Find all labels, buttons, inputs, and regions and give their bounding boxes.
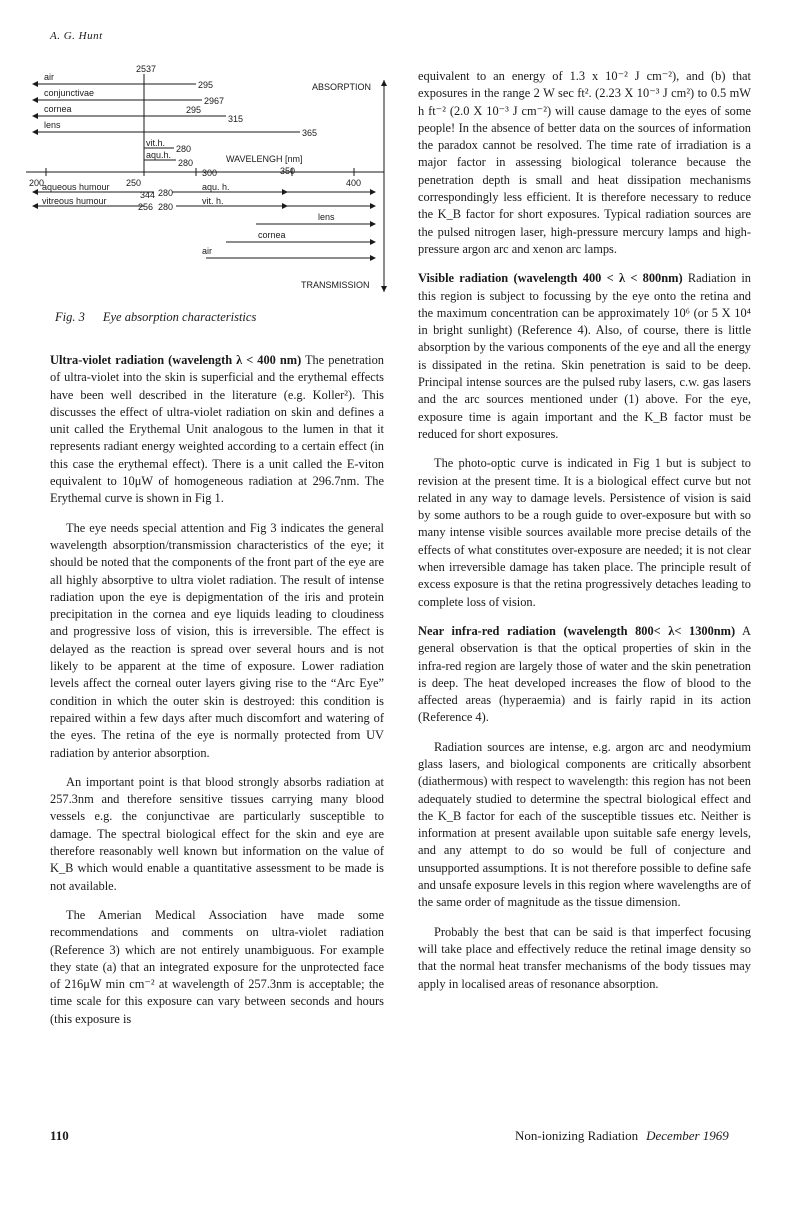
vith-t-label: vit. h. [202,196,224,206]
value-315: 315 [228,114,244,124]
cornea-t-label: cornea [258,230,286,240]
transmission-label: TRANSMISSION [301,280,370,290]
page-number: 110 [50,1128,69,1143]
value-2967: 2967 [204,96,225,106]
conjunctiva-label: conjunctivae [44,88,95,98]
tick-250: 250 [126,178,142,188]
uv-text: The penetration of ultra-violet into the skin is superficial and the erythemal effects have been well described in the literature (e.g. Koller²). This discusses the effect of ultra-violet radiation on skin and defines a unit called the Erythemal Unit analogous to the lumen in that it represents radiant energy weighted according to a certain effect (in this case the erythemal effect). There is a unit called the E-viton equivalent to 10μW of homogeneous radiation at 296.7nm. The Erythemal curve is shown in Fig 1. [50,353,384,506]
running-header-author: A. G. Hunt [50,30,103,42]
ref-2537-label: 2537 [136,64,157,74]
tick-400: 400 [346,178,362,188]
photo-paragraph: The photo-optic curve is indicated in Fig 1 but is subject to revision at the present time. It is a biological effect curve but not related in any way to damage levels. Persistence of vision is said by some authors to be a rough guide to over-exposure but with so many intense visible sources available more precise details of the effects of what constitutes over-exposure are needed; it is not clear when irreversible damage has taken place. The principle result of excess exposure is that the retina progressively detaches leading to complete loss of vision. [418,456,751,609]
aqueous-label: aqueous humour [42,182,110,192]
journal-footer [515,1128,729,1144]
journal-name: Non-ionizing Radiation [515,1128,639,1143]
value-365: 365 [302,128,318,138]
value-344: 344 [140,190,156,200]
lens-label: lens [44,120,61,130]
air-t-label: air [202,246,213,256]
eye-absorption-figure [26,60,396,300]
value-280a: 280 [176,144,192,154]
value-280d: 280 [158,202,174,212]
left-column [50,352,384,1040]
ir-heading: Near infra-red radiation (wavelength 800< λ< 1300nm) [418,623,736,638]
equiv-paragraph: equivalent to an energy of 1.3 x 10⁻² J cm⁻²), and (b) that exposures in the range 2 W sec ft². (2.23 X 10⁻³ J cm²) to 0.5 mW h ft⁻² (2.0 X 10⁻³ J cm⁻²) will cause damage to the eyes of some people! In the absence of better data on the sources of information the paradox cannot be resolved. The time rate of irradiation is a major factor in assessing biological tolerance because the penetration depth is small and heat dissipation mechanisms correspondingly less efficient. It is therefore necessary to reduce the K_B factor for short exposures. Typical radiation sources are the pulsed nitrogen laser, high-pressure mercury lamps and high-pressure argon arc and xenon arc lamps. [418,69,751,256]
value-280c: 280 [158,188,174,198]
sources-paragraph: Radiation sources are intense, e.g. argon arc and neodymium glass lasers, and biological components are critically absorbent (diathermous) with respect to wavelength: this region has not been adequately studied to determine the spectral biological effect and the K_B factor for each of the susceptible tissues etc. Neither is information at present available upon suitable safe energy levels, and any attempt to do so would be full of conjecture and unsupported assumptions. It is not therefore possible to define safe and unsafe exposure levels in this region where wavelengths are of the same order of magnitude as the tissue dimension. [418,739,751,910]
figure-caption-text: Eye absorption characteristics [102,310,257,324]
visible-text: Radiation in this region is subject to focussing by the eye onto the retina and the maximum concentration can be approximately 10⁶ (or 5 X 10⁴ in bright sunlight) (Reference 4). Also, of course, there is little absorption by the various components of the eye and all the energy is dissipated in the retina. Skin penetration is said to be deep. Principal intense sources are the pulsed ruby lasers, c.w. gas lasers and the arc sources mentioned under (1) above. For the eye, exposure time is again important and the K_B factor must be reduced for short exposures. [418,271,751,441]
wavelength-label: WAVELENGH [nm] [226,154,303,164]
tick-350: 350 [280,166,296,176]
aquh-label: aqu.h. [146,150,172,160]
tick-300: 300 [202,168,218,178]
value-295a: 295 [198,80,214,90]
journal-date: December 1969 [646,1128,729,1143]
visible-heading: Visible radiation (wavelength 400 < λ < 800nm) [418,271,683,286]
right-column [418,68,751,1005]
ir-paragraph [418,623,751,727]
eye-paragraph: The eye needs special attention and Fig 3 indicates the general wavelength absorption/transmission characteristics of the eye; it should be noted that the components of the front part of the eye are all highly absorptive to ultra violet radiation. The result of intense radiation upon the eye is depigmentation of the iris and protein precipitation in the cornea and eye liquids leading to cloudiness and progressive loss of vision, this is irreversible. The effect is delayed as the reaction is spread over several hours and is not likely to be apparent at the time of exposure. Lower radiation levels affect the corneal outer layers giving rise to the “Arc Eye” condition in which the outer skin is destroyed: this condition is repaired within a few days after much discomfort and watering of the eyes. The retina of the eye is normally protected from UV radiation by anterior absorption. [50,520,384,760]
uv-paragraph [50,352,384,508]
probably-paragraph: Probably the best that can be said is that imperfect focusing will take place and effectively reduce the retinal image density so that the normal heat transfer mechanisms of the body tissues may apply in localised areas of resonance absorption. [418,924,751,991]
value-280b: 280 [178,158,194,168]
aquh-t-label: aqu. h. [202,182,230,192]
value-295b: 295 [186,105,202,115]
vith-label: vit.h. [146,138,166,148]
figure-caption [55,310,256,325]
cornea-label: cornea [44,104,72,114]
figure-diagram [26,60,396,300]
ama-paragraph: The Amerian Medical Association have made some recommendations and comments on ultra-violet radiation (Reference 3) which are not entirely unambiguous. For example they state (a) that an integrated exposure for the unprotected face of 216μW min cm⁻² at wavelength of 257.3nm is acceptable; the time scale for this exposure can vary between seconds and hours (this exposure is [50,907,384,1026]
uv-heading: Ultra-violet radiation (wavelength λ < 400 nm) [50,353,302,367]
tick-200: 200 [29,178,45,188]
lens-t-label: lens [318,212,335,222]
figure-number: Fig. 3 [55,310,85,324]
blood-paragraph: An important point is that blood strongly absorbs radiation at 257.3nm and therefore sensitive tissues carrying many blood vessels e.g. the conjunctivae are particularly susceptible to damage. The spectral biological effect for the skin and eye are therefore reasonably well known but information on the value of K_B which would enable a quantitative assessment to be made is not available. [50,774,384,893]
absorption-label: ABSORPTION [312,82,372,92]
air-label: air [44,72,55,82]
ir-text: A general observation is that the optical properties of skin in the infra-red region are largely those of water and the skin penetration is deep. The heat developed increases the flow of blood to the affected areas (hyperaemia) and is fairly rapid in its action (Reference 4). [418,623,751,725]
value-256: 256 [138,202,154,212]
visible-paragraph [418,270,751,443]
vitreous-label: vitreous humour [42,196,107,206]
